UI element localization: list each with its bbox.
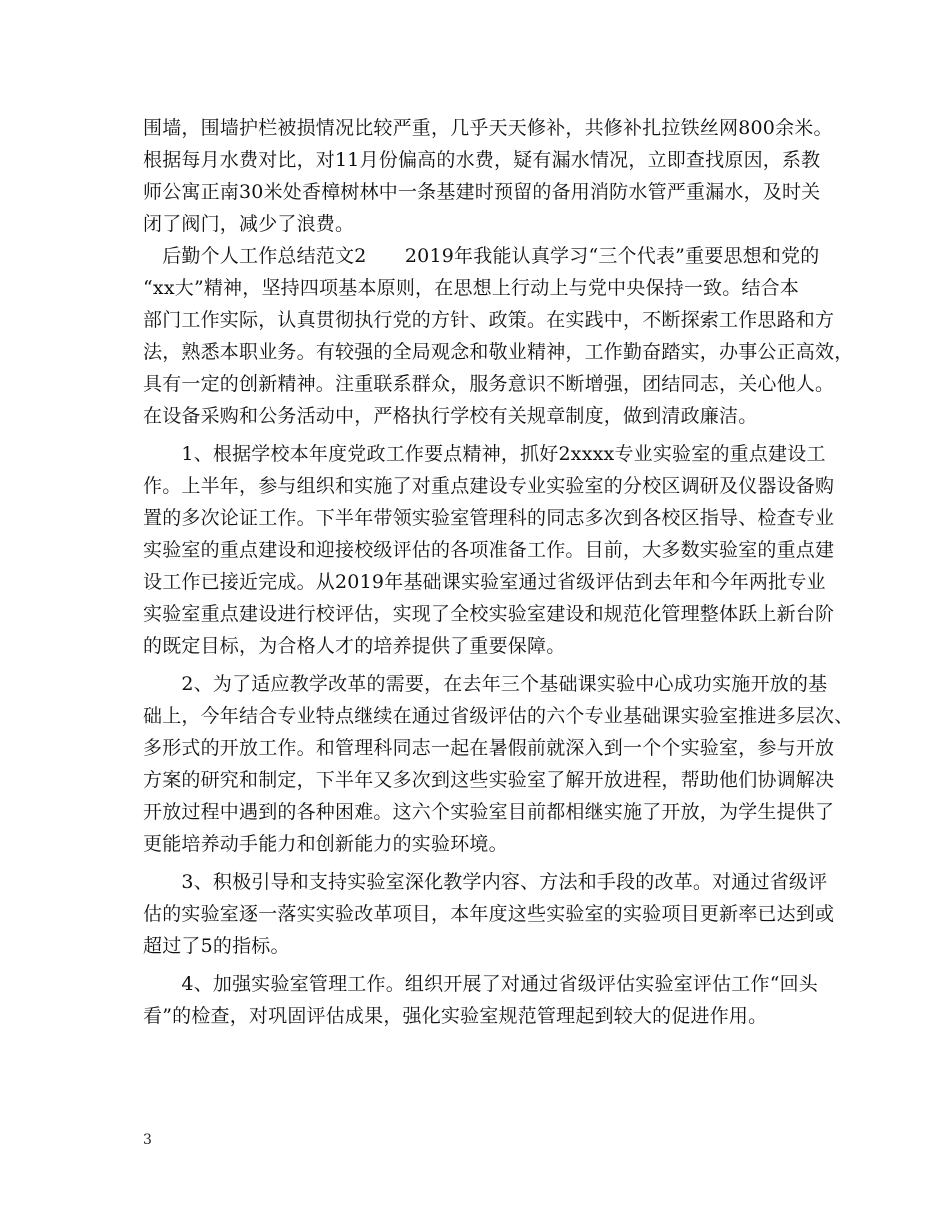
text-line: 实验室的重点建设和迎接校级评估的各项准备工作。目前，大多数实验室的重点建 [143,539,835,561]
text-line: 设工作已接近完成。从2019年基础课实验室通过省级评估到去年和今年两批专业 [143,571,826,593]
text-line: 作。上半年，参与组织和实施了对重点建设专业实验室的分校区调研及仪器设备购 [143,475,835,497]
text-line: 更能培养动手能力和创新能力的实验环境。 [143,833,508,855]
text-line: 估的实验室逐一落实实验改革项目，本年度这些实验室的实验项目更新率已达到或 [143,903,835,925]
text-line: 4、加强实验室管理工作。组织开展了对通过省级评估实验室评估工作“回头 [143,973,819,995]
page-number: 3 [143,1132,152,1148]
text-line: 1、根据学校本年度党政工作要点精神，抓好2xxxx专业实验室的重点建设工 [143,443,826,465]
text-line: 法，熟悉本职业务。有较强的全局观念和敬业精神，工作勤奋踏实，办事公正高效， [143,341,854,363]
text-line: 的既定目标，为合格人才的培养提供了重要保障。 [143,635,566,657]
text-line: 师公寓正南30米处香樟树林中一条基建时预留的备用消防水管严重漏水，及时关 [143,181,821,203]
text-line: 开放过程中遇到的各种困难。这六个实验室目前都相继实施了开放，为学生提供了 [143,801,835,823]
document-body [143,112,854,1032]
text-line: 实验室重点建设进行校评估，实现了全校实验室建设和规范化管理整体跃上新台阶 [143,603,835,625]
text-line: 多形式的开放工作。和管理科同志一起在暑假前就深入到一个个实验室，参与开放 [143,737,835,759]
text-line: 围墙，围墙护栏被损情况比较严重，几乎天天修补，共修补扎拉铁丝网800余米。 [143,117,833,139]
text-line: 部门工作实际，认真贯彻执行党的方针、政策。在实践中，不断探索工作思路和方 [143,309,835,331]
text-line: 方案的研究和制定，下半年又多次到这些实验室了解开放进程，帮助他们协调解决 [143,769,835,791]
text-line: 根据每月水费对比，对11月份偏高的水费，疑有漏水情况，立即查找原因，系教 [143,149,821,171]
text-line: 超过了5的指标。 [143,935,290,957]
text-line: 看”的检查，对巩固评估成果，强化实验室规范管理起到较大的促进作用。 [143,1005,768,1027]
text-line: 后勤个人工作总结范文2 2019年我能认真学习“三个代表”重要思想和党的 [143,245,820,267]
text-line: 置的多次论证工作。下半年带领实验室管理科的同志多次到各校区指导、检查专业 [143,507,835,529]
text-line: 3、积极引导和支持实验室深化教学内容、方法和手段的改革。对通过省级评 [143,871,828,893]
text-line: 闭了阀门，减少了浪费。 [143,213,355,235]
text-line: 2、为了适应教学改革的需要，在去年三个基础课实验中心成功实施开放的基 [143,673,828,695]
text-line: 在设备采购和公务活动中，严格执行学校有关规章制度，做到清政廉洁。 [143,405,758,427]
text-line: “xx大”精神，坚持四项基本原则，在思想上行动上与党中央保持一致。结合本 [143,277,800,299]
text-line: 具有一定的创新精神。注重联系群众，服务意识不断增强，团结同志，关心他人。 [143,373,835,395]
text-line: 础上，今年结合专业特点继续在通过省级评估的六个专业基础课实验室推进多层次、 [143,705,854,727]
